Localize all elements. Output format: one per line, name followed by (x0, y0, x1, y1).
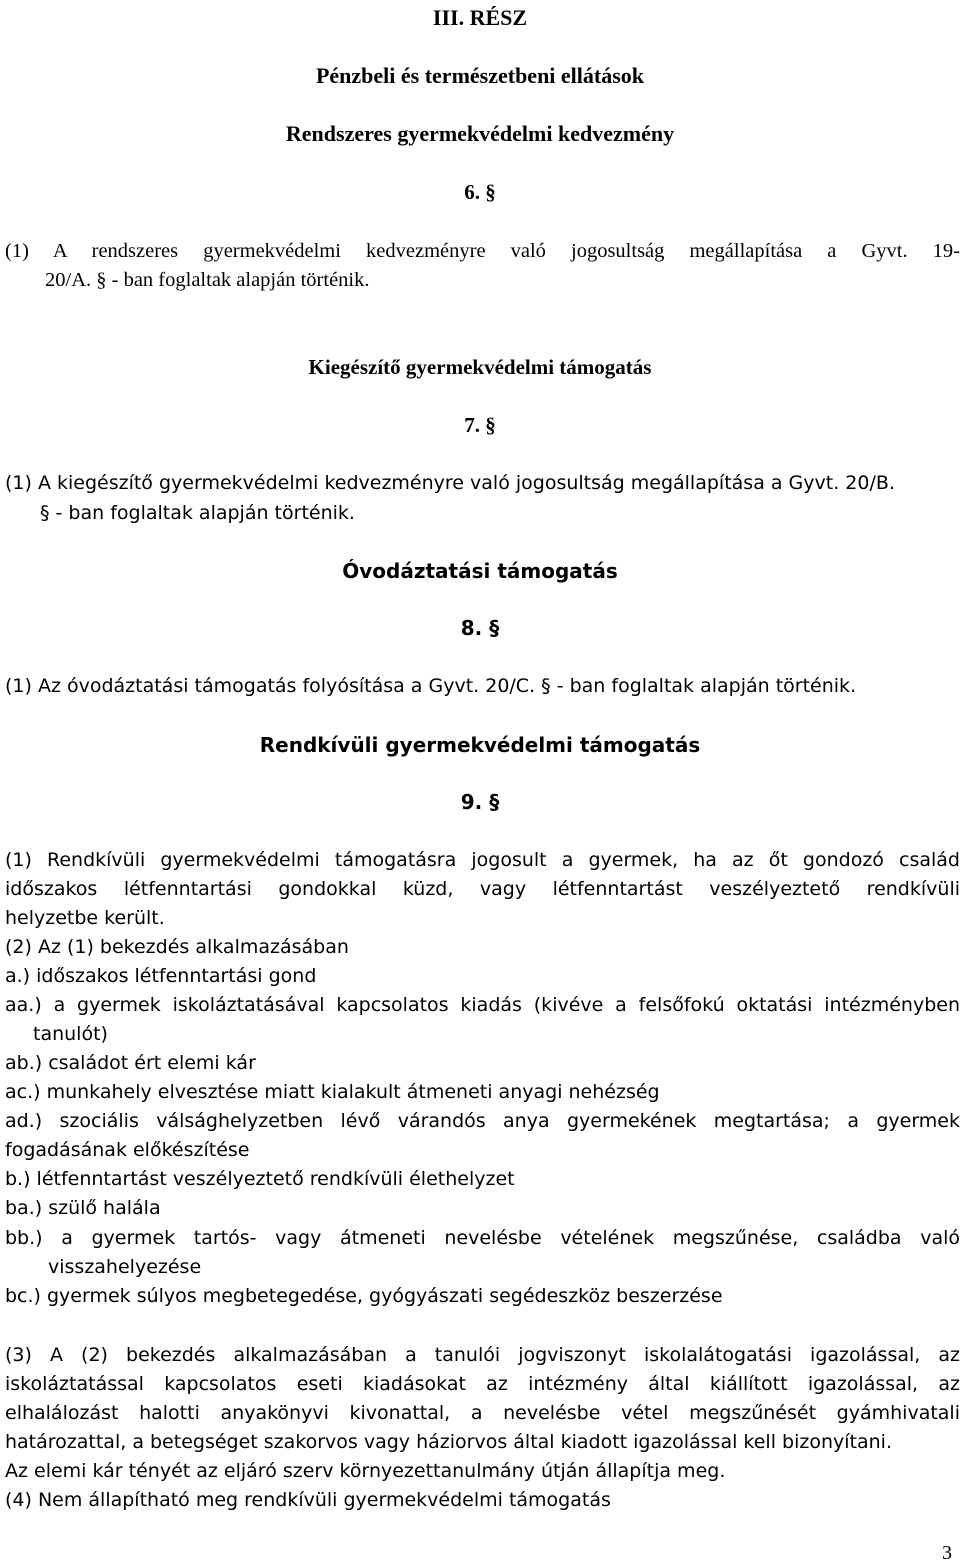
section-7-paragraph-1-line-1: (1) A kiegészítő gyermekvédelmi kedvezményre való jogosultság megállapítása a Gyvt. 20/B. (5, 472, 895, 494)
part-title: III. RÉSZ (432, 5, 528, 30)
section-9-paragraph-1-line-1: (1) Rendkívüli gyermekvédelmi támogatásra jogosult a gyermek, ha az őt gondozó család (5, 849, 960, 871)
section-9-paragraph-3-line-2: iskoláztatással kapcsolatos eseti kiadásokat az intézmény által kiállított igazolással, az (5, 1373, 960, 1395)
list-item-ab: ab.) családot ért elemi kár (5, 1052, 256, 1074)
section-7-number: 7. § (464, 413, 496, 437)
page-number: 3 (942, 1542, 952, 1564)
section-9-paragraph-4: (4) Nem állapítható meg rendkívüli gyermekvédelmi támogatás (5, 1489, 611, 1511)
section-title: Pénzbeli és természetbeni ellátások (315, 63, 645, 88)
section-9-paragraph-3-line-4: határozattal, a betegséget szakorvos vagy háziorvos által kiadott igazolással kell bizonyítani. (5, 1431, 892, 1453)
list-item-ad-line-2: fogadásának előkészítése (5, 1139, 250, 1161)
list-item-ad-line-1: ad.) szociális válsághelyzetben lévő várandós anya gyermekének megtartása; a gyermek (5, 1110, 960, 1132)
list-item-bb-line-2: visszahelyezése (48, 1256, 202, 1278)
list-item-bc: bc.) gyermek súlyos megbetegedése, gyógyászati segédeszköz beszerzése (5, 1285, 723, 1307)
section-6-heading: Rendszeres gyermekvédelmi kedvezmény (285, 121, 675, 146)
section-9-heading: Rendkívüli gyermekvédelmi támogatás (259, 733, 701, 757)
section-6-paragraph-1-line-2: 20/A. § - ban foglaltak alapján történik. (45, 269, 370, 291)
section-9-paragraph-1-line-2: időszakos létfenntartási gondokkal küzd, vagy létfenntartást veszélyeztető rendkívüli (5, 878, 960, 900)
section-8-number: 8. § (460, 616, 500, 640)
section-9-paragraph-3-line-1: (3) A (2) bekezdés alkalmazásában a tanulói jogviszonyt iskolalátogatási igazolással, az (5, 1344, 960, 1366)
list-item-aa-line-2: tanulót) (33, 1023, 108, 1045)
section-6-paragraph-1-line-1: (1) A rendszeres gyermekvédelmi kedvezményre való jogosultság megállapítása a Gyvt. 19- (5, 240, 960, 262)
list-item-ba: ba.) szülő halála (5, 1197, 161, 1219)
list-item-b: b.) létfenntartást veszélyeztető rendkívüli élethelyzet (5, 1168, 515, 1190)
section-8-paragraph-1: (1) Az óvodáztatási támogatás folyósítása a Gyvt. 20/C. § - ban foglaltak alapján történik. (5, 675, 857, 697)
section-9-number: 9. § (460, 790, 500, 814)
list-item-ac: ac.) munkahely elvesztése miatt kialakult átmeneti anyagi nehézség (5, 1081, 660, 1103)
list-item-a: a.) időszakos létfenntartási gond (5, 965, 317, 987)
section-9-paragraph-2: (2) Az (1) bekezdés alkalmazásában (5, 936, 349, 958)
section-7-heading: Kiegészítő gyermekvédelmi támogatás (308, 355, 652, 379)
section-6-number: 6. § (464, 180, 496, 204)
section-8-heading: Óvodáztatási támogatás (342, 559, 618, 583)
section-9-paragraph-1-line-3: helyzetbe került. (5, 907, 165, 929)
section-9-paragraph-3-line-3: elhalálozást halotti anyakönyvi kivonattal, a nevelésbe vétel megszűnését gyámhivatali (5, 1402, 960, 1424)
section-7-paragraph-1-line-2: § - ban foglaltak alapján történik. (40, 502, 355, 524)
section-9-paragraph-3-line-5: Az elemi kár tényét az eljáró szerv környezettanulmány útján állapítja meg. (5, 1460, 726, 1482)
list-item-aa-line-1: aa.) a gyermek iskoláztatásával kapcsolatos kiadás (kivéve a felsőfokú oktatási intézményben (5, 994, 960, 1016)
list-item-bb-line-1: bb.) a gyermek tartós- vagy átmeneti nevelésbe vételének megszűnése, családba való (5, 1227, 960, 1249)
